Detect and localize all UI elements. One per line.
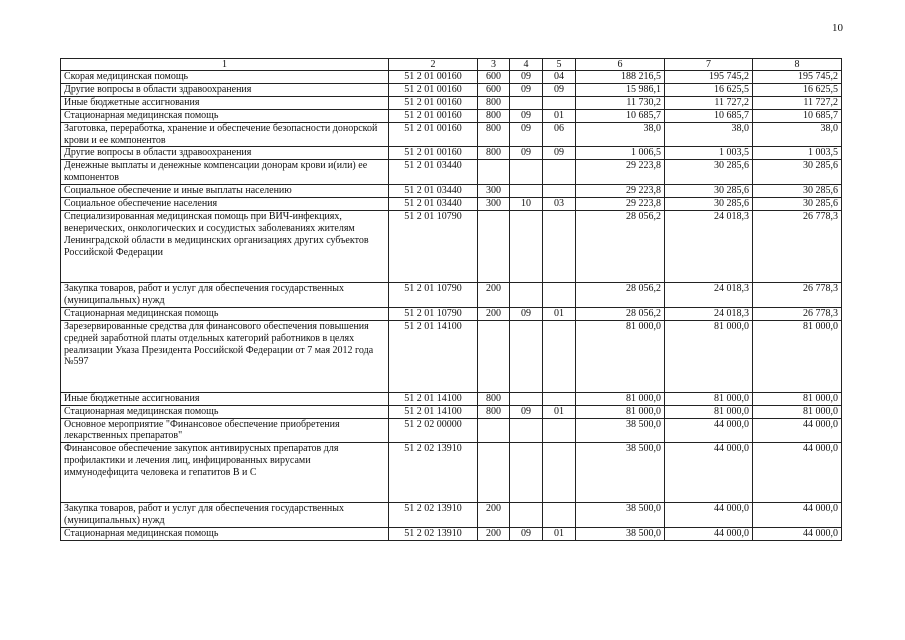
amount-col-8: 81 000,0: [753, 392, 842, 405]
section-code: [510, 210, 543, 282]
table-row: [61, 83, 842, 96]
amount-col-6: 38 500,0: [576, 443, 665, 503]
section-code: 09: [510, 528, 543, 541]
table-row: [61, 185, 842, 198]
subsection-code: 01: [543, 405, 576, 418]
amount-col-8: 195 745,2: [753, 71, 842, 84]
row-description: Денежные выплаты и денежные компенсации донорам крови и(или) ее компонентов: [61, 160, 389, 185]
amount-col-6: 81 000,0: [576, 320, 665, 392]
subsection-code: [543, 392, 576, 405]
target-article-code: 51 2 01 03440: [389, 198, 478, 211]
subsection-code: [543, 210, 576, 282]
target-article-code: 51 2 01 14100: [389, 320, 478, 392]
section-code: [510, 185, 543, 198]
row-description: Зарезервированные средства для финансового обеспечения повышения средней заработной платы отдельных категорий работников в целях реализации Указа Президента Российской Федерации от 7 мая 2012 года №597: [61, 320, 389, 392]
expense-type-code: 800: [478, 147, 510, 160]
row-description: Стационарная медицинская помощь: [61, 307, 389, 320]
row-description: Закупка товаров, работ и услуг для обеспечения государственных (муниципальных) нужд: [61, 282, 389, 307]
expense-type-code: 600: [478, 83, 510, 96]
amount-col-7: 44 000,0: [665, 528, 753, 541]
target-article-code: 51 2 01 03440: [389, 185, 478, 198]
amount-col-6: 15 986,1: [576, 83, 665, 96]
expense-type-code: [478, 210, 510, 282]
expense-type-code: 200: [478, 503, 510, 528]
row-description: Основное мероприятие "Финансовое обеспечение приобретения лекарственных препаратов": [61, 418, 389, 443]
amount-col-8: 16 625,5: [753, 83, 842, 96]
amount-col-8: 44 000,0: [753, 503, 842, 528]
amount-col-7: 24 018,3: [665, 210, 753, 282]
amount-col-6: 38 500,0: [576, 418, 665, 443]
amount-col-8: 44 000,0: [753, 528, 842, 541]
amount-col-7: 44 000,0: [665, 443, 753, 503]
column-header: 4: [510, 59, 543, 71]
amount-col-8: 30 285,6: [753, 185, 842, 198]
section-code: [510, 503, 543, 528]
amount-col-8: 26 778,3: [753, 307, 842, 320]
row-description: Закупка товаров, работ и услуг для обеспечения государственных (муниципальных) нужд: [61, 503, 389, 528]
amount-col-7: 44 000,0: [665, 418, 753, 443]
target-article-code: 51 2 02 13910: [389, 503, 478, 528]
amount-col-7: 38,0: [665, 122, 753, 147]
amount-col-6: 1 006,5: [576, 147, 665, 160]
expense-type-code: 800: [478, 96, 510, 109]
subsection-code: 01: [543, 307, 576, 320]
expense-type-code: 300: [478, 185, 510, 198]
column-header: 7: [665, 59, 753, 71]
row-description: Стационарная медицинская помощь: [61, 405, 389, 418]
subsection-code: 09: [543, 147, 576, 160]
table-row: [61, 109, 842, 122]
amount-col-7: 81 000,0: [665, 392, 753, 405]
amount-col-6: 81 000,0: [576, 405, 665, 418]
target-article-code: 51 2 01 00160: [389, 109, 478, 122]
budget-table: [60, 58, 842, 541]
amount-col-8: 10 685,7: [753, 109, 842, 122]
table-row: [61, 405, 842, 418]
expense-type-code: 800: [478, 122, 510, 147]
subsection-code: 01: [543, 109, 576, 122]
amount-col-8: 11 727,2: [753, 96, 842, 109]
amount-col-7: 195 745,2: [665, 71, 753, 84]
amount-col-6: 28 056,2: [576, 282, 665, 307]
table-row: [61, 160, 842, 185]
subsection-code: [543, 443, 576, 503]
column-header: 6: [576, 59, 665, 71]
table-row: [61, 418, 842, 443]
amount-col-7: 81 000,0: [665, 320, 753, 392]
subsection-code: 01: [543, 528, 576, 541]
target-article-code: 51 2 02 13910: [389, 528, 478, 541]
subsection-code: [543, 320, 576, 392]
table-row: [61, 392, 842, 405]
table-row: [61, 198, 842, 211]
section-code: [510, 282, 543, 307]
section-code: 09: [510, 122, 543, 147]
target-article-code: 51 2 01 14100: [389, 405, 478, 418]
subsection-code: [543, 160, 576, 185]
expense-type-code: 600: [478, 71, 510, 84]
row-description: Иные бюджетные ассигнования: [61, 392, 389, 405]
target-article-code: 51 2 01 00160: [389, 96, 478, 109]
amount-col-6: 29 223,8: [576, 160, 665, 185]
section-code: [510, 96, 543, 109]
row-description: Специализированная медицинская помощь при ВИЧ-инфекциях, венерических, онкологических и сосудистых заболеваниях жителям Ленинградской области в медицинских организациях других субъектов Российской Федерации: [61, 210, 389, 282]
subsection-code: [543, 96, 576, 109]
table-row: [61, 503, 842, 528]
amount-col-7: 24 018,3: [665, 307, 753, 320]
column-header: 5: [543, 59, 576, 71]
amount-col-7: 44 000,0: [665, 503, 753, 528]
table-row: [61, 147, 842, 160]
expense-type-code: 800: [478, 405, 510, 418]
page-number: 10: [832, 22, 843, 34]
table-row: [61, 71, 842, 84]
column-header: 1: [61, 59, 389, 71]
expense-type-code: [478, 320, 510, 392]
target-article-code: 51 2 01 10790: [389, 307, 478, 320]
amount-col-8: 30 285,6: [753, 198, 842, 211]
target-article-code: 51 2 01 00160: [389, 83, 478, 96]
row-description: Финансовое обеспечение закупок антивирусных препаратов для профилактики и лечения лиц, инфицированных вирусами иммунодефицита человека и гепатитов В и С: [61, 443, 389, 503]
section-code: [510, 320, 543, 392]
target-article-code: 51 2 01 00160: [389, 71, 478, 84]
expense-type-code: 200: [478, 282, 510, 307]
row-description: Социальное обеспечение и иные выплаты населению: [61, 185, 389, 198]
amount-col-7: 16 625,5: [665, 83, 753, 96]
expense-type-code: 800: [478, 109, 510, 122]
amount-col-7: 10 685,7: [665, 109, 753, 122]
row-description: Стационарная медицинская помощь: [61, 109, 389, 122]
table-row: [61, 307, 842, 320]
amount-col-8: 81 000,0: [753, 405, 842, 418]
amount-col-6: 28 056,2: [576, 307, 665, 320]
amount-col-8: 26 778,3: [753, 210, 842, 282]
section-code: [510, 418, 543, 443]
table-row: [61, 96, 842, 109]
amount-col-7: 11 727,2: [665, 96, 753, 109]
row-description: Скорая медицинская помощь: [61, 71, 389, 84]
amount-col-7: 1 003,5: [665, 147, 753, 160]
table-body: [61, 71, 842, 541]
section-code: [510, 392, 543, 405]
amount-col-8: 1 003,5: [753, 147, 842, 160]
row-description: Иные бюджетные ассигнования: [61, 96, 389, 109]
amount-col-8: 44 000,0: [753, 443, 842, 503]
section-code: 09: [510, 405, 543, 418]
amount-col-6: 10 685,7: [576, 109, 665, 122]
row-description: Социальное обеспечение населения: [61, 198, 389, 211]
amount-col-6: 29 223,8: [576, 198, 665, 211]
row-description: Другие вопросы в области здравоохранения: [61, 83, 389, 96]
target-article-code: 51 2 02 13910: [389, 443, 478, 503]
table-header-row: [61, 59, 842, 71]
amount-col-8: 38,0: [753, 122, 842, 147]
expense-type-code: [478, 443, 510, 503]
amount-col-6: 81 000,0: [576, 392, 665, 405]
amount-col-8: 26 778,3: [753, 282, 842, 307]
subsection-code: [543, 503, 576, 528]
section-code: 09: [510, 307, 543, 320]
amount-col-7: 24 018,3: [665, 282, 753, 307]
subsection-code: 03: [543, 198, 576, 211]
table-row: [61, 320, 842, 392]
section-code: 10: [510, 198, 543, 211]
target-article-code: 51 2 01 14100: [389, 392, 478, 405]
amount-col-6: 188 216,5: [576, 71, 665, 84]
amount-col-7: 30 285,6: [665, 198, 753, 211]
table-row: [61, 282, 842, 307]
expense-type-code: 200: [478, 528, 510, 541]
amount-col-8: 30 285,6: [753, 160, 842, 185]
section-code: [510, 160, 543, 185]
expense-type-code: 200: [478, 307, 510, 320]
expense-type-code: 800: [478, 392, 510, 405]
amount-col-8: 81 000,0: [753, 320, 842, 392]
section-code: [510, 443, 543, 503]
amount-col-6: 29 223,8: [576, 185, 665, 198]
table-row: [61, 528, 842, 541]
expense-type-code: [478, 418, 510, 443]
target-article-code: 51 2 02 00000: [389, 418, 478, 443]
subsection-code: 04: [543, 71, 576, 84]
table-row: [61, 210, 842, 282]
amount-col-6: 28 056,2: [576, 210, 665, 282]
target-article-code: 51 2 01 00160: [389, 122, 478, 147]
amount-col-7: 30 285,6: [665, 160, 753, 185]
expense-type-code: 300: [478, 198, 510, 211]
target-article-code: 51 2 01 00160: [389, 147, 478, 160]
amount-col-6: 38 500,0: [576, 503, 665, 528]
amount-col-7: 30 285,6: [665, 185, 753, 198]
section-code: 09: [510, 83, 543, 96]
row-description: Заготовка, переработка, хранение и обеспечение безопасности донорской крови и ее компонентов: [61, 122, 389, 147]
table-row: [61, 443, 842, 503]
amount-col-7: 81 000,0: [665, 405, 753, 418]
target-article-code: 51 2 01 03440: [389, 160, 478, 185]
subsection-code: 09: [543, 83, 576, 96]
column-header: 2: [389, 59, 478, 71]
amount-col-6: 38,0: [576, 122, 665, 147]
target-article-code: 51 2 01 10790: [389, 210, 478, 282]
subsection-code: [543, 185, 576, 198]
column-header: 8: [753, 59, 842, 71]
subsection-code: 06: [543, 122, 576, 147]
row-description: Стационарная медицинская помощь: [61, 528, 389, 541]
target-article-code: 51 2 01 10790: [389, 282, 478, 307]
subsection-code: [543, 282, 576, 307]
section-code: 09: [510, 71, 543, 84]
amount-col-8: 44 000,0: [753, 418, 842, 443]
table-row: [61, 122, 842, 147]
section-code: 09: [510, 109, 543, 122]
section-code: 09: [510, 147, 543, 160]
expense-type-code: [478, 160, 510, 185]
column-header: 3: [478, 59, 510, 71]
subsection-code: [543, 418, 576, 443]
amount-col-6: 11 730,2: [576, 96, 665, 109]
amount-col-6: 38 500,0: [576, 528, 665, 541]
row-description: Другие вопросы в области здравоохранения: [61, 147, 389, 160]
